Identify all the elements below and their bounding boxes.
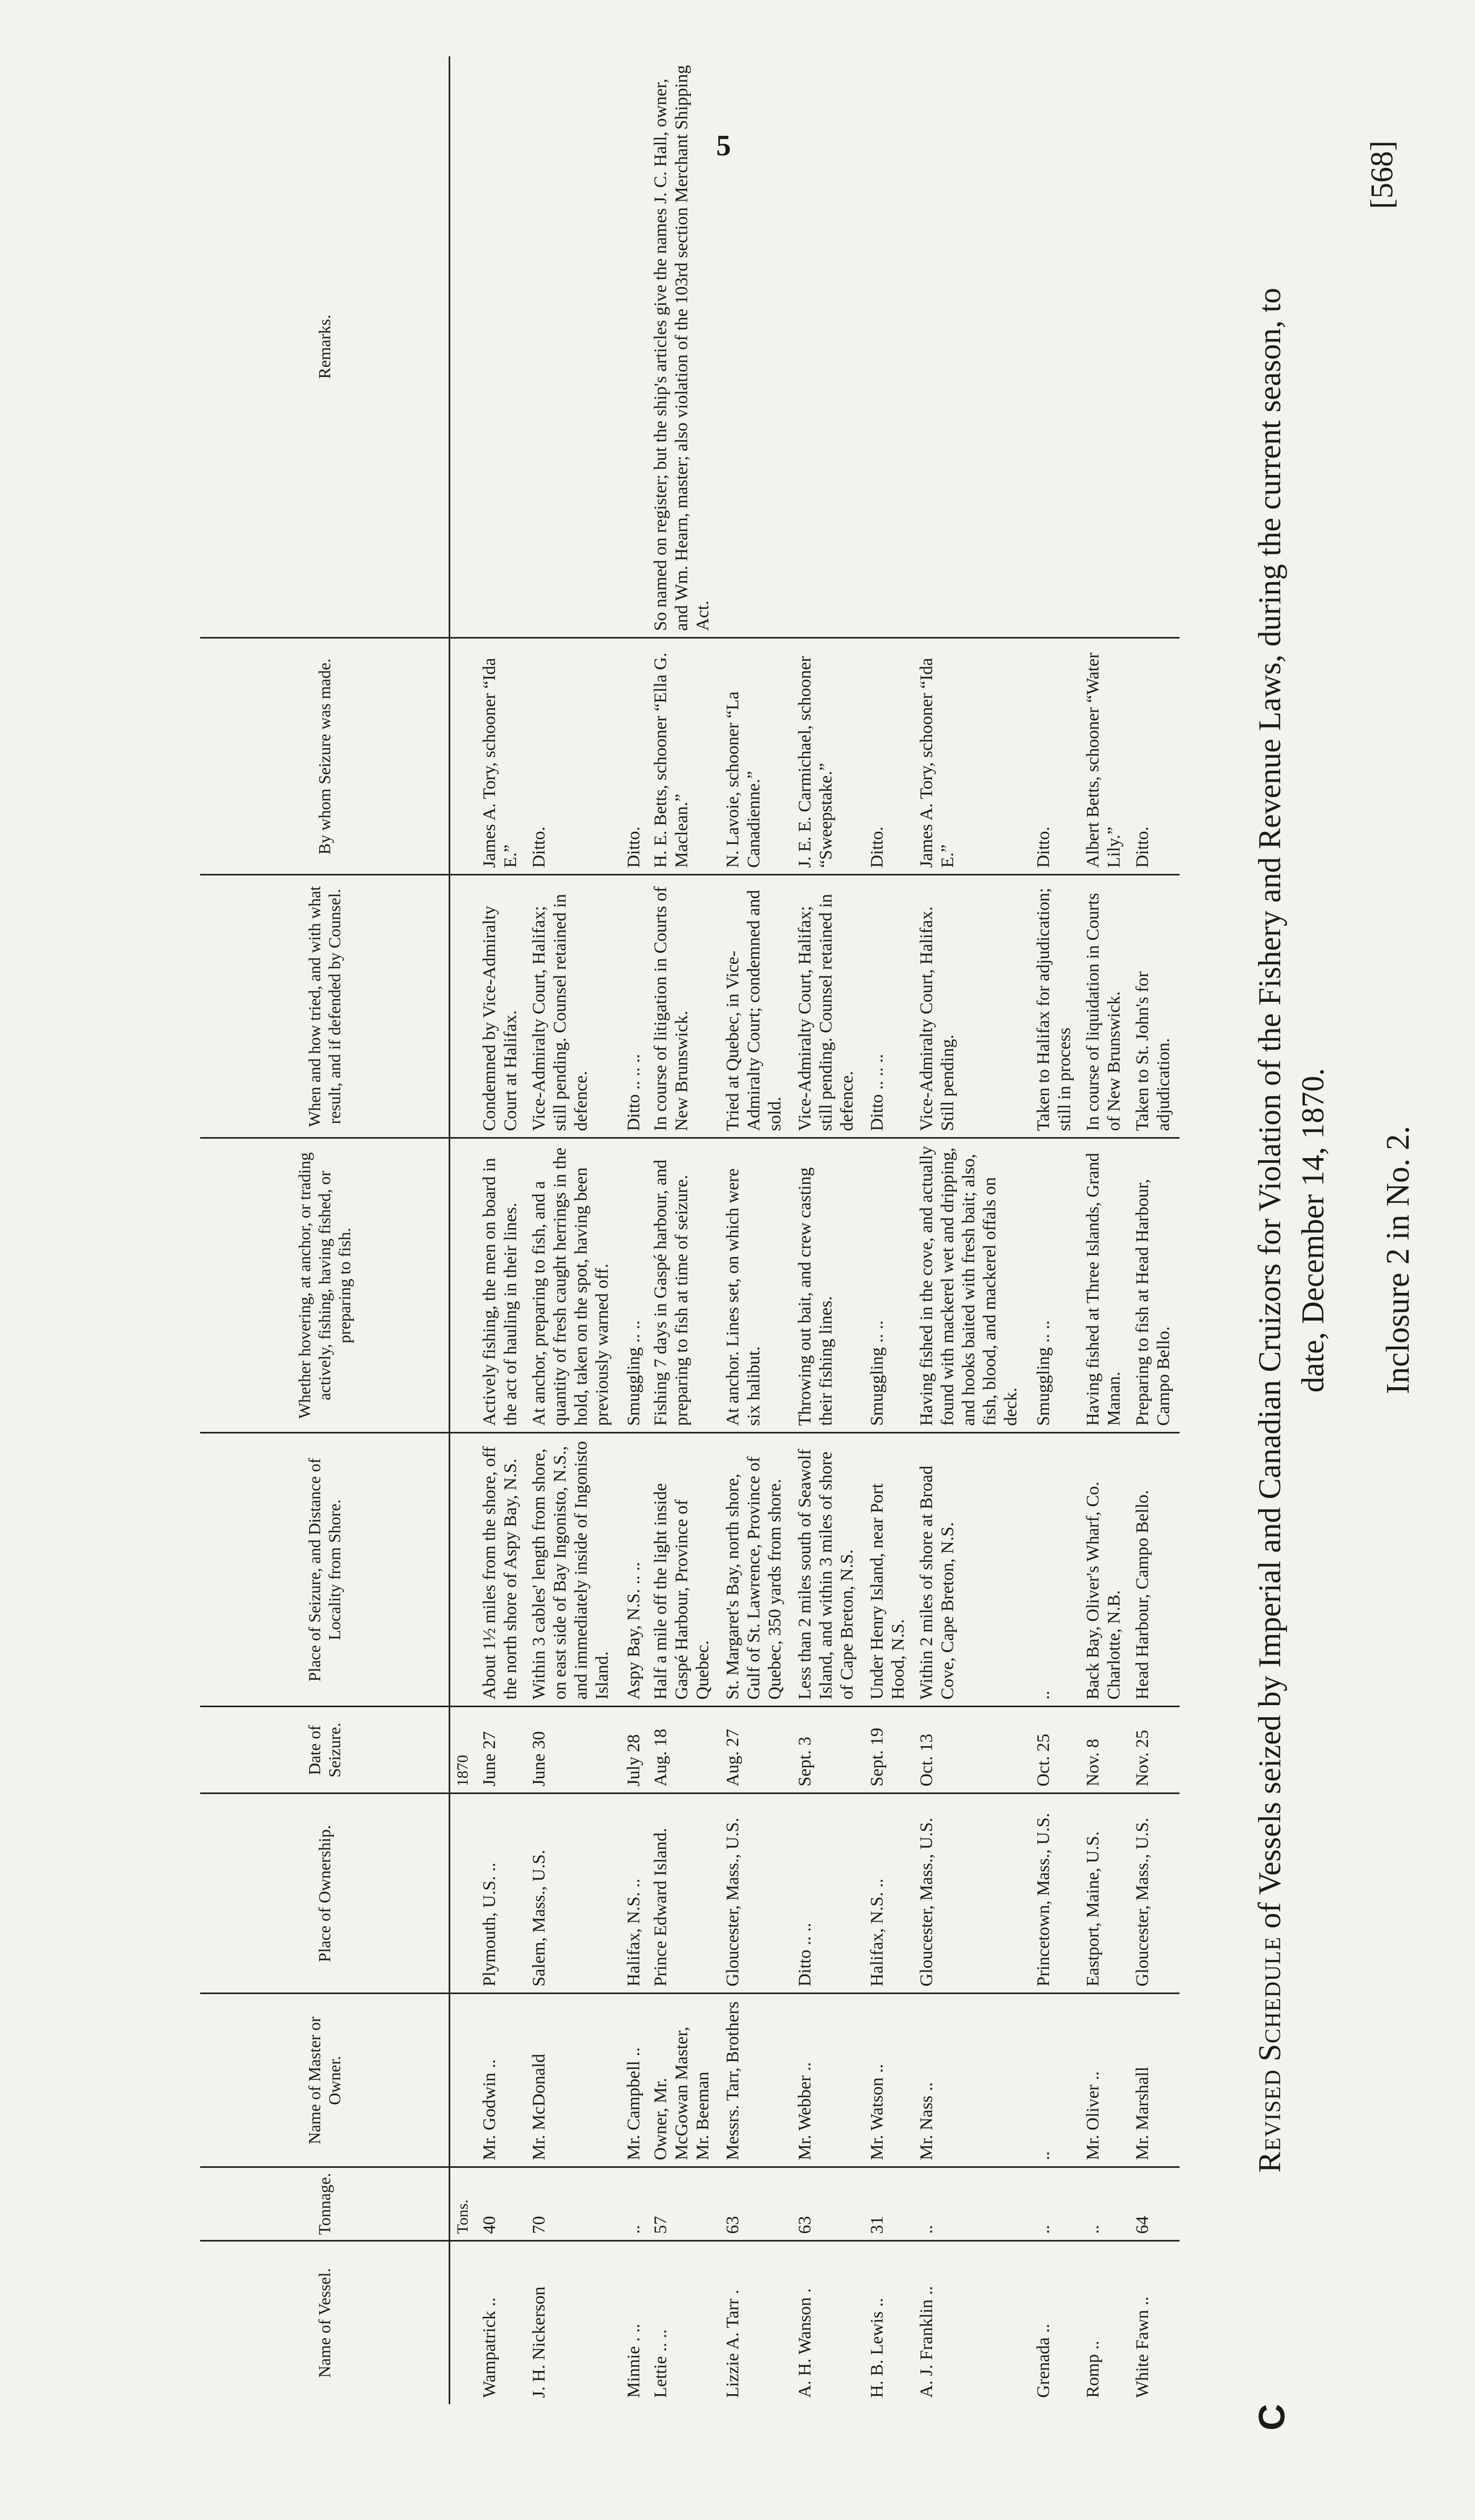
cell-remarks <box>621 56 648 638</box>
cell-master: Messrs. Tarr, Brothers <box>720 1994 793 2167</box>
cell-date: Nov. 25 <box>1130 1707 1180 1794</box>
cell-tonnage: 57 <box>648 2167 720 2241</box>
cell-whom: N. Lavoie, schooner “La Canadienne.” <box>720 638 793 875</box>
cell-date: Aug. 18 <box>648 1707 720 1794</box>
header-tried: When and how tried, and with what result, and if defended by Counsel. <box>200 875 450 1138</box>
cell-date: June 30 <box>527 1707 621 1794</box>
cell-tried: Ditto .. .. .. <box>621 875 648 1138</box>
cell-tonnage: .. <box>621 2167 648 2241</box>
signature-mark: C <box>1251 2404 1292 2431</box>
cell-hovering: Actively fishing, the men on board in the act of hauling in their lines. <box>477 1138 527 1433</box>
cell-tried: In course of litigation in Courts of New Brunswick. <box>648 875 720 1138</box>
cell-vessel: Lettie .. .. <box>651 2329 671 2398</box>
cell-remarks <box>477 56 527 638</box>
cell-master: Mr. Godwin .. <box>477 1994 527 2167</box>
cell-master: Mr. McDonald <box>527 1994 621 2167</box>
cell-tried: Vice-Admiralty Court, Halifax; still pending. Counsel retained in defence. <box>527 875 621 1138</box>
table-row <box>1081 56 1130 2404</box>
cell-locality: .. <box>1031 1433 1081 1707</box>
page-number: 5 <box>716 130 731 162</box>
cell-whom: James A. Tory, schooner “Ida E.” <box>914 638 1031 875</box>
cell-vessel: White Fawn .. <box>1132 2296 1152 2398</box>
cell-tonnage: .. <box>1081 2167 1130 2241</box>
cell-date: Sept. 3 <box>793 1707 865 1794</box>
table-row <box>865 56 914 2404</box>
cell-master: Mr. Campbell .. <box>621 1994 648 2167</box>
cell-whom: Ditto. <box>527 638 621 875</box>
cell-remarks <box>914 56 1031 638</box>
header-ownership: Place of Ownership. <box>200 1794 450 1994</box>
cell-date: June 27 <box>477 1707 527 1794</box>
header-whom: By whom Seizure was made. <box>200 638 450 875</box>
cell-master: Mr. Oliver .. <box>1081 1994 1130 2167</box>
header-hovering: Whether hovering, at anchor, or trading actively, fishing, having fished, or preparing to fish. <box>200 1138 450 1433</box>
cell-tonnage: 70 <box>527 2167 621 2241</box>
cell-vessel: Romp .. <box>1083 2340 1103 2398</box>
cell-hovering: Fishing 7 days in Gaspé harbour, and preparing to fish at time of seizure. <box>648 1138 720 1433</box>
cell-ownership: Gloucester, Mass., U.S. <box>914 1794 1031 1994</box>
table-row <box>914 56 1031 2404</box>
title-revised: Revised <box>1252 2069 1287 2173</box>
cell-tried: Vice-Admiralty Court, Halifax; still pending. Counsel retained in defence. <box>793 875 865 1138</box>
cell-master: Mr. Marshall <box>1130 1994 1180 2167</box>
cell-tried: In course of liquidation in Courts of New Brunswick. <box>1081 875 1130 1138</box>
table-row <box>477 56 527 2404</box>
cell-tried: Vice-Admiralty Court, Halifax. Still pending. <box>914 875 1031 1138</box>
cell-whom: Ditto. <box>865 638 914 875</box>
table-row <box>793 56 865 2404</box>
table-row <box>720 56 793 2404</box>
cell-hovering: Preparing to fish at Head Harbour, Campo Bello. <box>1130 1138 1180 1433</box>
table-row <box>648 56 720 2404</box>
cell-date: Oct. 25 <box>1031 1707 1081 1794</box>
cell-locality: Head Harbour, Campo Bello. <box>1130 1433 1180 1707</box>
cell-locality: About 1½ miles from the shore, off the north shore of Aspy Bay, N.S. <box>477 1433 527 1707</box>
cell-ownership: Salem, Mass., U.S. <box>527 1794 621 1994</box>
cell-locality: Back Bay, Oliver's Wharf, Co. Charlotte, N.B. <box>1081 1433 1130 1707</box>
cell-whom: Ditto. <box>621 638 648 875</box>
cell-whom: James A. Tory, schooner “Ida E.” <box>477 638 527 875</box>
cell-ownership: Eastport, Maine, U.S. <box>1081 1794 1130 1994</box>
cell-remarks <box>527 56 621 638</box>
header-locality: Place of Seizure, and Distance of Locality from Shore. <box>200 1433 450 1707</box>
cell-tried: Ditto .. .. .. <box>865 875 914 1138</box>
cell-hovering: Smuggling .. .. <box>1031 1138 1081 1433</box>
cell-master: Mr. Watson .. <box>865 1994 914 2167</box>
year-label: 1870 <box>450 1707 478 1794</box>
table-row <box>621 56 648 2404</box>
cell-ownership: Princetown, Mass., U.S. <box>1031 1794 1081 1994</box>
cell-whom: Albert Betts, schooner “Water Lily.” <box>1081 638 1130 875</box>
cell-whom: Ditto. <box>1130 638 1180 875</box>
title-rest: of Vessels seized by Imperial and Canadian Cruizors for Violation of the Fishery and Revenue Laws, during the current season, to date, December 14, 1870. <box>1252 287 1330 1929</box>
cell-hovering: Having fished at Three Islands, Grand Manan. <box>1081 1138 1130 1433</box>
cell-master: .. <box>1031 1994 1081 2167</box>
cell-tried: Taken to Halifax for adjudication; still in process <box>1031 875 1081 1138</box>
cell-date: Aug. 27 <box>720 1707 793 1794</box>
cell-whom: H. E. Betts, schooner “Ella G. Maclean.” <box>648 638 720 875</box>
cell-remarks <box>1130 56 1180 638</box>
cell-tonnage: 63 <box>720 2167 793 2241</box>
units-row <box>450 56 478 2404</box>
cell-locality: Within 2 miles of shore at Broad Cove, Cape Breton, N.S. <box>914 1433 1031 1707</box>
folio-number: [568] <box>1364 141 1399 209</box>
tons-unit: Tons. <box>450 2167 478 2241</box>
cell-locality: Half a mile off the light inside Gaspé Harbour, Province of Quebec. <box>648 1433 720 1707</box>
schedule-title <box>1248 256 1334 2204</box>
cell-ownership: Gloucester, Mass., U.S. <box>1130 1794 1180 1994</box>
cell-hovering: At anchor, preparing to fish, and a quantity of fresh caught herrings in the hold, taken on the spot, having been previously warned off. <box>527 1138 621 1433</box>
cell-hovering: Smuggling .. .. <box>865 1138 914 1433</box>
seizure-schedule-table <box>200 56 1180 2404</box>
cell-ownership: Ditto .. .. <box>793 1794 865 1994</box>
header-master: Name of Master or Owner. <box>200 1994 450 2167</box>
cell-vessel: A. J. Franklin .. <box>916 2286 936 2398</box>
cell-tried: Condemned by Vice-Admiralty Court at Halifax. <box>477 875 527 1138</box>
cell-remarks <box>1031 56 1081 638</box>
title-schedule: Schedule <box>1252 1936 1287 2061</box>
cell-remarks <box>865 56 914 638</box>
cell-master: Mr. Webber .. <box>793 1994 865 2167</box>
cell-tonnage: 64 <box>1130 2167 1180 2241</box>
cell-date: Sept. 19 <box>865 1707 914 1794</box>
cell-hovering: Throwing out bait, and crew casting their fishing lines. <box>793 1138 865 1433</box>
cell-locality: Aspy Bay, N.S. .. .. <box>621 1433 648 1707</box>
cell-remarks <box>1081 56 1130 638</box>
cell-vessel: A. H. Wanson . <box>795 2288 815 2398</box>
cell-vessel: J. H. Nickerson <box>529 2286 549 2398</box>
cell-date: Oct. 13 <box>914 1707 1031 1794</box>
cell-ownership: Halifax, N.S. .. <box>865 1794 914 1994</box>
cell-tried: Tried at Quebec, in Vice-Admiralty Court; condemned and sold. <box>720 875 793 1138</box>
cell-date: Nov. 8 <box>1081 1707 1130 1794</box>
cell-hovering: At anchor. Lines set, on which were six halibut. <box>720 1138 793 1433</box>
cell-ownership: Gloucester, Mass., U.S. <box>720 1794 793 1994</box>
cell-master: Owner, Mr. McGowan Master, Mr. Beeman <box>648 1994 720 2167</box>
cell-whom: J. E. E. Carmichael, schooner “Sweepstake.” <box>793 638 865 875</box>
cell-tried: Taken to St. John's for adjudication. <box>1130 875 1180 1138</box>
cell-remarks <box>793 56 865 638</box>
header-tonnage: Tonnage. <box>200 2167 450 2241</box>
cell-locality: Within 3 cables' length from shore, on east side of Bay Ingonisto, N.S., and immediately inside of Ingonisto Island. <box>527 1433 621 1707</box>
cell-vessel: Lizzie A. Tarr . <box>722 2289 743 2398</box>
cell-ownership: Halifax, N.S. .. <box>621 1794 648 1994</box>
cell-remarks <box>720 56 793 638</box>
cell-whom: Ditto. <box>1031 638 1081 875</box>
cell-date: July 28 <box>621 1707 648 1794</box>
table-row <box>1130 56 1180 2404</box>
cell-ownership: Prince Edward Island. <box>648 1794 720 1994</box>
cell-tonnage: .. <box>1031 2167 1081 2241</box>
table-row <box>1031 56 1081 2404</box>
table-rows <box>477 56 1180 2404</box>
header-remarks: Remarks. <box>200 56 450 638</box>
cell-tonnage: 40 <box>477 2167 527 2241</box>
cell-remarks: So named on register; but the ship's articles give the names J. C. Hall, owner, and Wm. Hearn, master; also violation of the 103rd section Merchant Shipping Act. <box>648 56 720 638</box>
cell-tonnage: .. <box>914 2167 1031 2241</box>
cell-vessel: H. B. Lewis .. <box>867 2298 887 2398</box>
inclosure-heading: Inclosure 2 in No. 2. <box>1380 1125 1416 1395</box>
cell-tonnage: 31 <box>865 2167 914 2241</box>
cell-vessel: Wampatrick .. <box>480 2297 500 2398</box>
cell-hovering: Smuggling .. .. <box>621 1138 648 1433</box>
cell-tonnage: 63 <box>793 2167 865 2241</box>
cell-vessel: Minnie . .. <box>623 2324 644 2398</box>
table-row <box>527 56 621 2404</box>
header-date: Date of Seizure. <box>200 1707 450 1794</box>
cell-master: Mr. Nass .. <box>914 1994 1031 2167</box>
cell-vessel: Grenada .. <box>1033 2324 1053 2398</box>
cell-locality: St. Margaret's Bay, north shore, Gulf of St. Lawrence, Province of Quebec, 350 yards from shore. <box>720 1433 793 1707</box>
cell-locality: Less than 2 miles south of Seawolf Island, and within 3 miles of shore of Cape Breton, N.S. <box>793 1433 865 1707</box>
cell-locality: Under Henry Island, near Port Hood, N.S. <box>865 1433 914 1707</box>
header-vessel: Name of Vessel. <box>200 2241 450 2404</box>
cell-ownership: Plymouth, U.S. .. <box>477 1794 527 1994</box>
cell-hovering: Having fished in the cove, and actually found with mackerel wet and dripping, and hooks baited with fresh bait; also, fish, blood, and mackerel offals on deck. <box>914 1138 1031 1433</box>
